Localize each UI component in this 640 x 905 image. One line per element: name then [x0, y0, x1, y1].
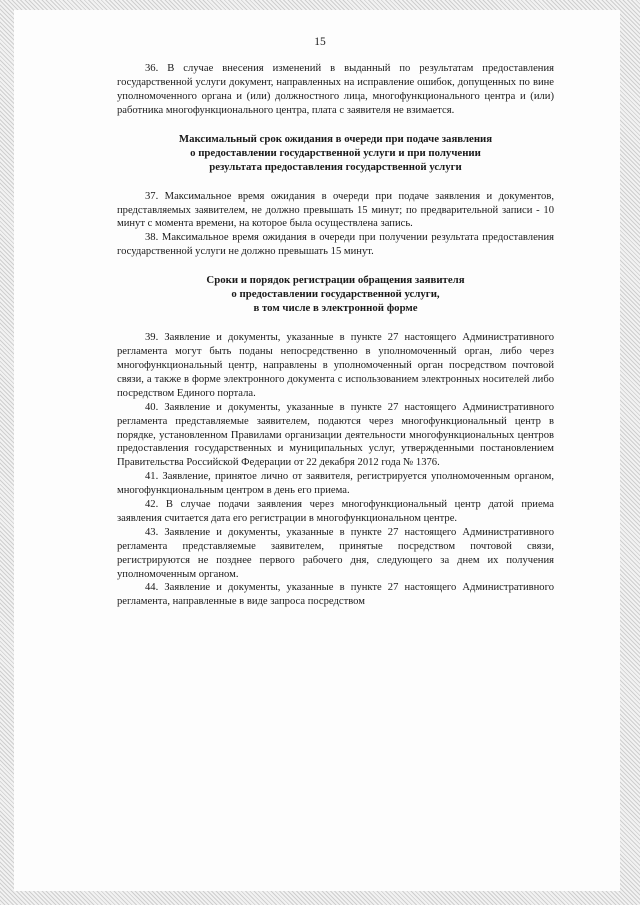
heading-line: о предоставлении государственной услуги,: [231, 288, 440, 301]
paragraph-36: 36. В случае внесения изменений в выданный по результатам предоставления государственной услуги документ, направленных на исправление ошибок, допущенных по вине уполномоченного органа и (или) должностного лица, многофункционального центра и (или) работника многофункционального центра, плата с заявителя не взимается.: [117, 63, 554, 116]
paragraph-37: 37. Максимальное время ожидания в очереди при подаче заявления и документов, представляемых заявителем, не должно превышать 15 минут; по предварительной записи - 10 минут с момента времени, на которое была осуществлена запись.: [117, 190, 554, 230]
section-heading-waiting-time: [117, 132, 554, 174]
heading-line: Максимальный срок ожидания в очереди при подаче заявления: [178, 132, 493, 145]
heading-line: в том числе в электронной форме: [253, 302, 418, 315]
paragraph-43: 43. Заявление и документы, указанные в пункте 27 настоящего Административного регламента представляемые заявителем, принятые посредством почтовой связи, регистрируются не позднее первого рабочего дня, следующего за днем их получения уполномоченным органом.: [117, 526, 554, 580]
heading-line: результата предоставления государственной услуги: [209, 160, 462, 173]
paragraph-42: 42. В случае подачи заявления через многофункциональный центр датой приема заявления считается дата его регистрации в многофункциональном центре.: [117, 499, 554, 524]
paragraph-40: 40. Заявление и документы, указанные в пункте 27 настоящего Административного регламента представляемые заявителем, подаются через многофункциональный центр в порядке, установленном Правилами организации деятельности многофункциональных центров предоставления государственных и муниципальных услуг, утвержденными постановлением Правительства Российской Федерации от 22 декабря 2012 года № 1376.: [117, 401, 554, 469]
document-body: [117, 62, 554, 609]
paragraph-44: 44. Заявление и документы, указанные в пункте 27 настоящего Административного регламента, направленные в виде запроса посредством: [117, 582, 554, 608]
page-number: 15: [314, 36, 326, 48]
paragraph-38: 38. Максимальное время ожидания в очереди при получении результата предоставления государственной услуги не должно превышать 15 минут.: [117, 232, 554, 258]
section-heading-registration: [117, 273, 554, 315]
paragraph-39: 39. Заявление и документы, указанные в пункте 27 настоящего Административного регламента могут быть поданы непосредственно в уполномоченный орган, либо через многофункциональный центр, направлены в уполномоченный орган посредством почтовой связи, а также в форме электронного документа с использованием электронных носителей либо посредством Единого портала.: [117, 332, 554, 399]
paragraph-41: 41. Заявление, принятое лично от заявителя, регистрируется уполномоченным органом, многофункциональным центром в день его приема.: [117, 471, 554, 497]
heading-line: Сроки и порядок регистрации обращения заявителя: [206, 274, 465, 287]
heading-line: о предоставлении государственной услуги и при получении: [190, 146, 481, 159]
